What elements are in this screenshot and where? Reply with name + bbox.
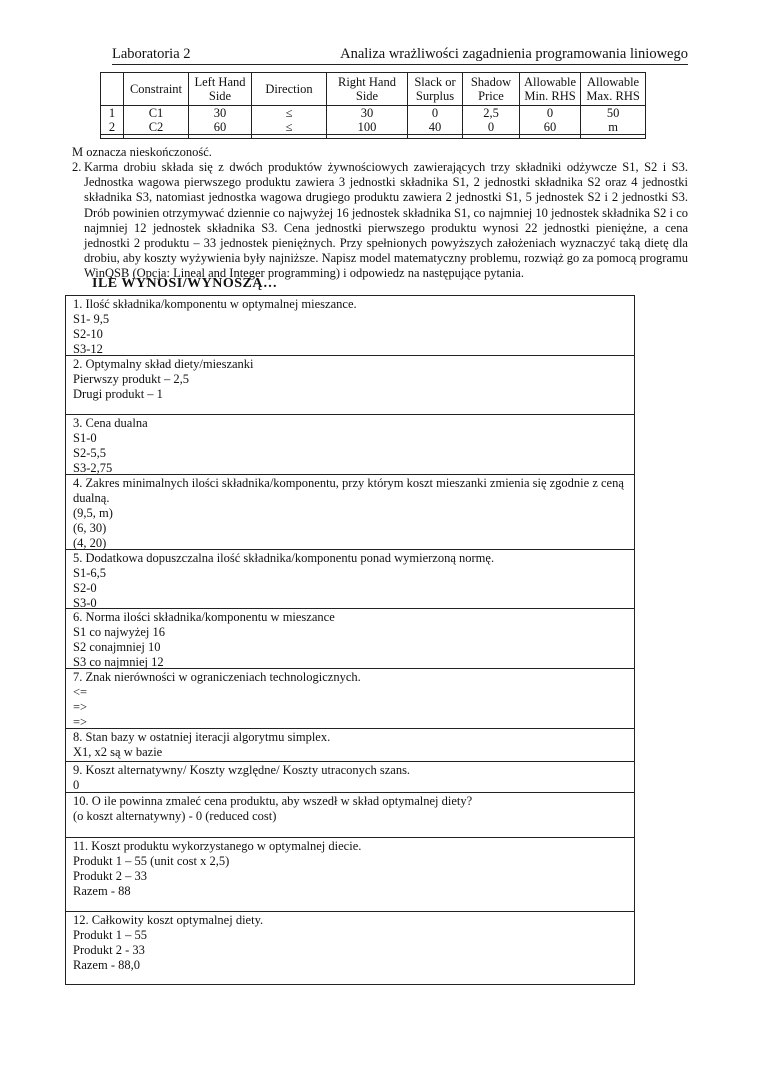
- question-box-9: [65, 761, 635, 792]
- answer-line: S3-12: [73, 342, 103, 356]
- section-title: ILE WYNOSI/WYNOSZĄ…: [92, 276, 278, 291]
- answer-line: S3-2,75: [73, 461, 113, 475]
- question-title: 11. Koszt produktu wykorzystanego w optymalnej diecie.: [73, 839, 362, 853]
- cell-min-rhs: 0 60: [520, 106, 581, 135]
- infinity-note: M oznacza nieskończoność.: [72, 145, 212, 159]
- problem-statement: [72, 160, 688, 282]
- answer-line: S3-0: [73, 596, 97, 610]
- col-header-min-rhs: Allowable Min. RHS: [520, 73, 581, 106]
- question-title: 12. Całkowity koszt optymalnej diety.: [73, 913, 264, 927]
- question-title: 4. Zakres minimalnych ilości składnika/komponentu, przy którym koszt mieszanki zmienia się zgodnie z ceną dualną.: [73, 476, 624, 505]
- col-header-shadow: Shadow Price: [463, 73, 520, 106]
- question-box-2: [65, 355, 635, 414]
- cell-direction: ≤ ≤: [252, 106, 327, 135]
- answer-line: S2-0: [73, 581, 97, 595]
- answer-line: <=: [73, 685, 88, 699]
- question-title: 10. O ile powinna zmaleć cena produktu, aby wszedł w skład optymalnej diety?: [73, 794, 473, 808]
- question-box-3: [65, 414, 635, 474]
- question-box-10: [65, 792, 635, 837]
- answer-line: Produkt 2 - 33: [73, 943, 145, 957]
- page-header: [112, 46, 688, 65]
- answer-line: X1, x2 są w bazie: [73, 745, 163, 759]
- col-header-max-rhs: Allowable Max. RHS: [581, 73, 646, 106]
- question-title: 6. Norma ilości składnika/komponentu w mieszance: [73, 610, 335, 624]
- table-data-row: [101, 106, 646, 135]
- answer-line: Razem - 88,0: [73, 958, 140, 972]
- col-header-rhs: Right Hand Side: [327, 73, 408, 106]
- answer-line: Produkt 2 – 33: [73, 869, 147, 883]
- answer-line: S1-0: [73, 431, 97, 445]
- answer-line: S1 co najwyżej 16: [73, 625, 165, 639]
- question-title: 3. Cena dualna: [73, 416, 148, 430]
- col-header-direction: Direction: [252, 73, 327, 106]
- answer-line: S3 co najmniej 12: [73, 655, 164, 669]
- answer-line: 0: [73, 778, 80, 792]
- answer-line: (o koszt alternatywny) - 0 (reduced cost): [73, 809, 277, 823]
- answer-line: Razem - 88: [73, 884, 131, 898]
- question-title: 8. Stan bazy w ostatniej iteracji algorytmu simplex.: [73, 730, 331, 744]
- answer-line: S1- 9,5: [73, 312, 110, 326]
- sensitivity-table: [100, 72, 646, 139]
- cell-slack: 0 40: [408, 106, 463, 135]
- cell-lhs: 30 60: [189, 106, 252, 135]
- answer-line: (9,5, m): [73, 506, 113, 520]
- question-box-8: [65, 728, 635, 761]
- header-lab-title: Laboratoria 2: [112, 46, 191, 62]
- problem-text: Karma drobiu składa się z dwóch produktów żywnościowych zawierających trzy składniki odżywcze S1, S2 i S3. Jednostka wagowa pierwszego produktu zawiera 3 jednostki składnika S1, 2 jednostki składnika S2 oraz 4 jednostki składnika S3, natomiast jednostka wagowa drugiego produktu zawiera 2 jednostki S1, 5 jednostek S2 i 2 jednostki S3. Drób powinien otrzymywać dziennie co najwyżej 16 jednostek składnika S1, co najmniej 10 jednostek składnika S2 i co najmniej 12 jednostek składnika S3. Cena jednostki pierwszego produktu wynosi 22 jednostki pieniężne, a cena jednostki 2 produktu – 33 jednostek pieniężnych. Przy spełnionych powyższych założeniach wyznaczyć taką dietę dla drobiu, aby koszty wyżywienia były najniższe. Napisz model matematyczny problemu, rozwiąż go za pomocą programu WinQSB (Opcja: Lineal and Integer programming) i odpowiedz na następujące pytania.: [84, 160, 688, 281]
- question-title: 2. Optymalny skład diety/mieszanki: [73, 357, 254, 371]
- cell-constraint: C1 C2: [124, 106, 189, 135]
- answer-line: =>: [73, 700, 88, 714]
- answer-line: S2 conajmniej 10: [73, 640, 161, 654]
- answer-line: S2-5,5: [73, 446, 106, 460]
- col-header-constraint: Constraint: [124, 73, 189, 106]
- question-title: 5. Dodatkowa dopuszczalna ilość składnika/komponentu ponad wymierzoną normę.: [73, 551, 495, 565]
- answer-line: Produkt 1 – 55 (unit cost x 2,5): [73, 854, 230, 868]
- answer-line: (6, 30): [73, 521, 107, 535]
- table-bottom-strip: [101, 135, 646, 139]
- cell-rhs: 30 100: [327, 106, 408, 135]
- col-header-index: [101, 73, 124, 106]
- question-title: 9. Koszt alternatywny/ Koszty względne/ Koszty utraconych szans.: [73, 763, 411, 777]
- col-header-lhs: Left Hand Side: [189, 73, 252, 106]
- answer-line: (4, 20): [73, 536, 107, 550]
- question-box-4: [65, 474, 635, 549]
- question-box-6: [65, 608, 635, 668]
- question-box-11: [65, 837, 635, 911]
- answer-line: S2-10: [73, 327, 103, 341]
- question-box-12: [65, 911, 635, 985]
- question-box-7: [65, 668, 635, 728]
- col-header-slack: Slack or Surplus: [408, 73, 463, 106]
- question-title: 1. Ilość składnika/komponentu w optymalnej mieszance.: [73, 297, 357, 311]
- table-header-row: [101, 73, 646, 106]
- problem-number: 2.: [72, 160, 82, 174]
- answer-line: Drugi produkt – 1: [73, 387, 163, 401]
- question-title: 7. Znak nierówności w ograniczeniach technologicznych.: [73, 670, 361, 684]
- answer-line: Pierwszy produkt – 2,5: [73, 372, 189, 386]
- cell-shadow: 2,5 0: [463, 106, 520, 135]
- cell-max-rhs: 50 m: [581, 106, 646, 135]
- question-box-5: [65, 549, 635, 608]
- answer-line: S1-6,5: [73, 566, 106, 580]
- answer-line: Produkt 1 – 55: [73, 928, 147, 942]
- question-box-1: [65, 295, 635, 355]
- cell-index: 1 2: [101, 106, 124, 135]
- answer-line: =>: [73, 715, 88, 729]
- header-topic-title: Analiza wrażliwości zagadnienia programowania liniowego: [340, 46, 688, 62]
